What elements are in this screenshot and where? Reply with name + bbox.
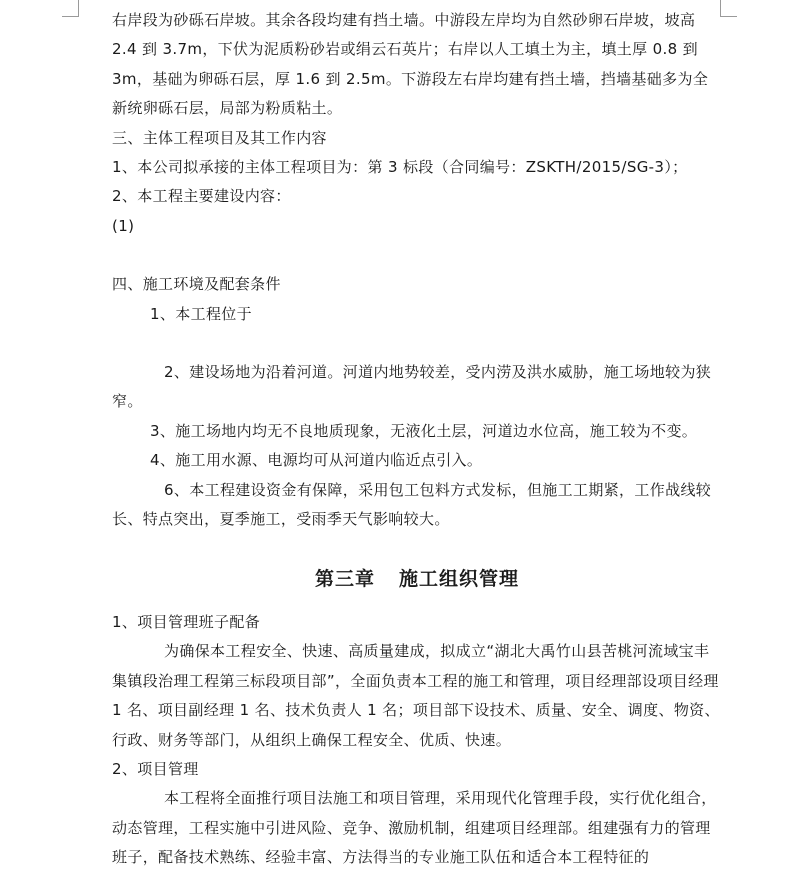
list-item: 1、本工程位于 (150, 304, 252, 323)
list-item: 2、建设场地为沿着河道。河道内地势较差，受内涝及洪水威胁，施工场地较为狭窄。 (112, 363, 712, 411)
body-paragraph: 本工程将全面推行项目法施工和项目管理，采用现代化管理手段，实行优化组合，动态管理，工程实施中引进风险、竞争、激励机制，组建项目经理部。组建强有力的管理班子，配备技术熟练、经验丰富、方法得当的专业施工队伍和适合本工程特征的 (112, 789, 717, 867)
paragraph-line: 2.4 到 3.7m，下伏为泥质粉砂岩或绢云石英片；右岸以人工填土为主，填土厚 0.8 到 (112, 40, 699, 59)
document-body (112, 6, 722, 873)
list-item: 3、施工场地内均无不良地质现象，无液化土层，河道边水位高，施工较为不变。 (150, 421, 698, 440)
top-left-margin-mark (62, 0, 79, 17)
list-item: 4、施工用水源、电源均可从河道内临近点引入。 (150, 451, 483, 470)
list-item: 2、本工程主要建设内容： (112, 187, 291, 206)
paragraph-line: 右岸段为砂砾石岸坡。其余各段均建有挡土墙。中游段左岸均为自然砂卵石岸坡，坡高 (112, 11, 696, 29)
blank-line (112, 329, 722, 358)
chapter-title (112, 565, 722, 594)
chapter-number: 第三章 (314, 567, 375, 590)
section-heading: 2、项目管理 (112, 759, 199, 778)
paragraph-line: 3m，基础为卵砾石层，厚 1.6 到 2.5m。下游段左右岸均建有挡土墙，挡墙基础多为全 (112, 69, 709, 88)
list-item: 6、本工程建设资金有保障，采用包工包料方式发标，但施工工期紧，工作战线较长、特点突出，夏季施工，受雨季天气影响较大。 (112, 480, 712, 529)
top-right-margin-mark (720, 0, 737, 17)
section-heading: 1、项目管理班子配备 (112, 612, 261, 631)
blank-line (112, 241, 722, 270)
list-item: 1、本公司拟承接的主体工程项目为：第 3 标段（合同编号：ZSKTH/2015/SG-3）； (112, 158, 688, 177)
section-heading: 三、主体工程项目及其工作内容 (112, 128, 327, 147)
chapter-name: 施工组织管理 (399, 567, 520, 590)
body-paragraph: 为确保本工程安全、快速、高质量建成，拟成立“湖北大禹竹山县苦桃河流域宝丰集镇段治理工程第三标段项目部”，全面负责本工程的施工和管理，项目经理部设项目经理 1 名、项目副经理 1 名、技术负责人 1 名；项目部下设技术、质量、安全、调度、物资、行政、财务等部门，从组织上确保工程安全、优质、快速。 (112, 642, 720, 749)
list-item: (1) (112, 216, 135, 235)
paragraph-line: 新统卵砾石层，局部为粉质粘土。 (112, 99, 343, 118)
section-heading: 四、施工环境及配套条件 (112, 275, 281, 294)
